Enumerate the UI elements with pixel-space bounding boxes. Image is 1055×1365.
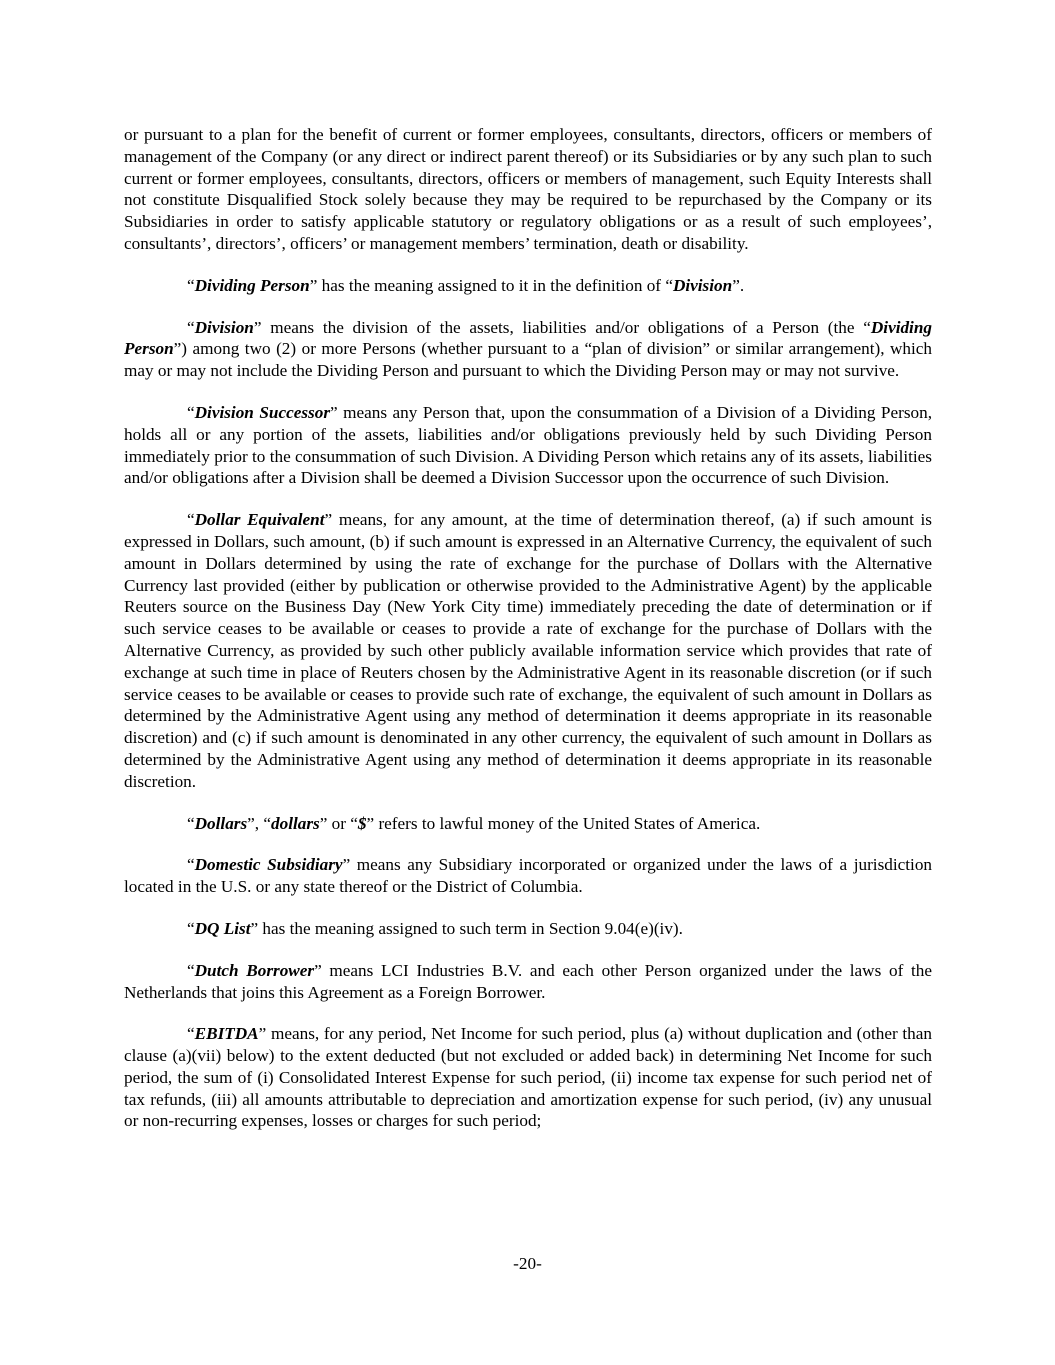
document-page xyxy=(124,124,932,1152)
definition-paragraph xyxy=(124,1023,932,1132)
definition-text: ” means, for any amount, at the time of determination thereof, (a) if such amount is expressed in Dollars, such amount, (b) if such amount is expressed in an Alternative Currency, the equivalent of such amount in Dollars determined by using the rate of exchange for the purchase of Dollars with the Alternative Currency last provided (either by publication or otherwise provided to the Administrative Agent) by the applicable Reuters source on the Business Day (New York City time) immediately preceding the date of determination or if such service ceases to be available or ceases to provide a rate of exchange for the purchase of Dollars with the Alternative Currency, as provided by such other publicly available information service which provides that rate of exchange at such time in place of Reuters chosen by the Administrative Agent in its reasonable discretion (or if such service ceases to be available or ceases to provide such rate of exchange, the equivalent of such amount in Dollars as determined by the Administrative Agent using any method of determination it deems appropriate in its reasonable discretion) and (c) if such amount is denominated in any other currency, the equivalent of such amount in Dollars as determined by the Administrative Agent using any method of determination it deems appropriate in its reasonable discretion. xyxy=(124,510,932,791)
defined-term: Division xyxy=(194,317,254,337)
definition-text: ” or “ xyxy=(319,813,358,833)
definition-paragraph xyxy=(124,275,932,297)
defined-term: Dollar Equivalent xyxy=(194,510,325,530)
defined-term: Domestic Subsidiary xyxy=(194,855,343,875)
definition-text: “ xyxy=(187,275,195,295)
defined-term: Division Successor xyxy=(194,402,331,422)
defined-term: Division xyxy=(672,275,733,295)
definition-text: “ xyxy=(187,855,195,875)
defined-term: dollars xyxy=(271,813,320,833)
definition-text: ”. xyxy=(732,275,745,295)
defined-term: $ xyxy=(357,813,367,833)
definition-text: “ xyxy=(187,402,195,422)
definition-text: ” has the meaning assigned to such term in Section 9.04(e)(iv). xyxy=(250,918,683,938)
definition-text: “ xyxy=(187,813,195,833)
definition-text: “ xyxy=(187,918,195,938)
definition-text: ” means any Subsidiary incorporated or organized under the laws of a jurisdiction located in the U.S. or any state thereof or the District of Columbia. xyxy=(124,855,933,897)
definition-text: ”, “ xyxy=(247,813,272,833)
definition-paragraph xyxy=(124,402,932,489)
definition-text: ” means any Person that, upon the consummation of a Division of a Dividing Person, holds all or any portion of the assets, liabilities and/or obligations previously held by such Dividing Person immediately prior to the consummation of such Division. A Dividing Person which retains any of its assets, liabilities and/or obligations after a Division shall be deemed a Division Successor upon the occurrence of such Division. xyxy=(124,402,932,488)
definition-text: ” means the division of the assets, liabilities and/or obligations of a Person (the “ xyxy=(253,317,871,337)
definition-text: ” means LCI Industries B.V. and each other Person organized under the laws of the Netherlands that joins this Agreement as a Foreign Borrower. xyxy=(124,960,932,1002)
defined-term: EBITDA xyxy=(194,1024,259,1044)
defined-term: Dollars xyxy=(194,813,248,833)
defined-term: DQ List xyxy=(194,918,251,938)
definition-paragraph xyxy=(124,960,932,1004)
definition-paragraph xyxy=(124,509,932,792)
defined-term: Dividing Person xyxy=(194,275,310,295)
definition-text: “ xyxy=(187,317,195,337)
definition-text: “ xyxy=(187,960,195,980)
definition-paragraph xyxy=(124,918,932,940)
definitions-list xyxy=(124,275,932,1133)
definition-paragraph xyxy=(124,854,932,898)
defined-term: Dividing Person xyxy=(124,317,932,359)
definition-text: ”) among two (2) or more Persons (whether pursuant to a “plan of division” or similar arrangement), which may or may not include the Dividing Person and pursuant to which the Dividing Person may or may not survive. xyxy=(124,339,932,381)
page-number: -20- xyxy=(513,1254,542,1273)
definition-text: “ xyxy=(187,510,195,530)
continuation-paragraph: or pursuant to a plan for the benefit of current or former employees, consultants, directors, officers or members of management of the Company (or any direct or indirect parent thereof) or its Subsidiaries or by any such plan to such current or former employees, consultants, directors, officers or members of management, such Equity Interests shall not constitute Disqualified Stock solely because they may be required to be repurchased by the Company or its Subsidiaries in order to satisfy applicable statutory or regulatory obligations or as a result of such employees’, consultants’, directors’, officers’ or management members’ termination, death or disability. xyxy=(124,125,932,253)
definition-text: “ xyxy=(187,1024,195,1044)
defined-term: Dutch Borrower xyxy=(194,960,315,980)
definition-paragraph xyxy=(124,813,932,835)
definition-paragraph xyxy=(124,317,932,382)
definition-text: ” refers to lawful money of the United States of America. xyxy=(366,813,761,833)
definition-text: ” means, for any period, Net Income for such period, plus (a) without duplication and (other than clause (a)(vii) below) to the extent deducted (but not excluded or added back) in determining Net Income for such period, the sum of (i) Consolidated Interest Expense for such period, (ii) income tax expense for such period net of tax refunds, (iii) all amounts attributable to depreciation and amortization expense for such period, (iv) any unusual or non-recurring expenses, losses or charges for such period; xyxy=(124,1024,932,1131)
definition-text: ” has the meaning assigned to it in the definition of “ xyxy=(309,275,673,295)
